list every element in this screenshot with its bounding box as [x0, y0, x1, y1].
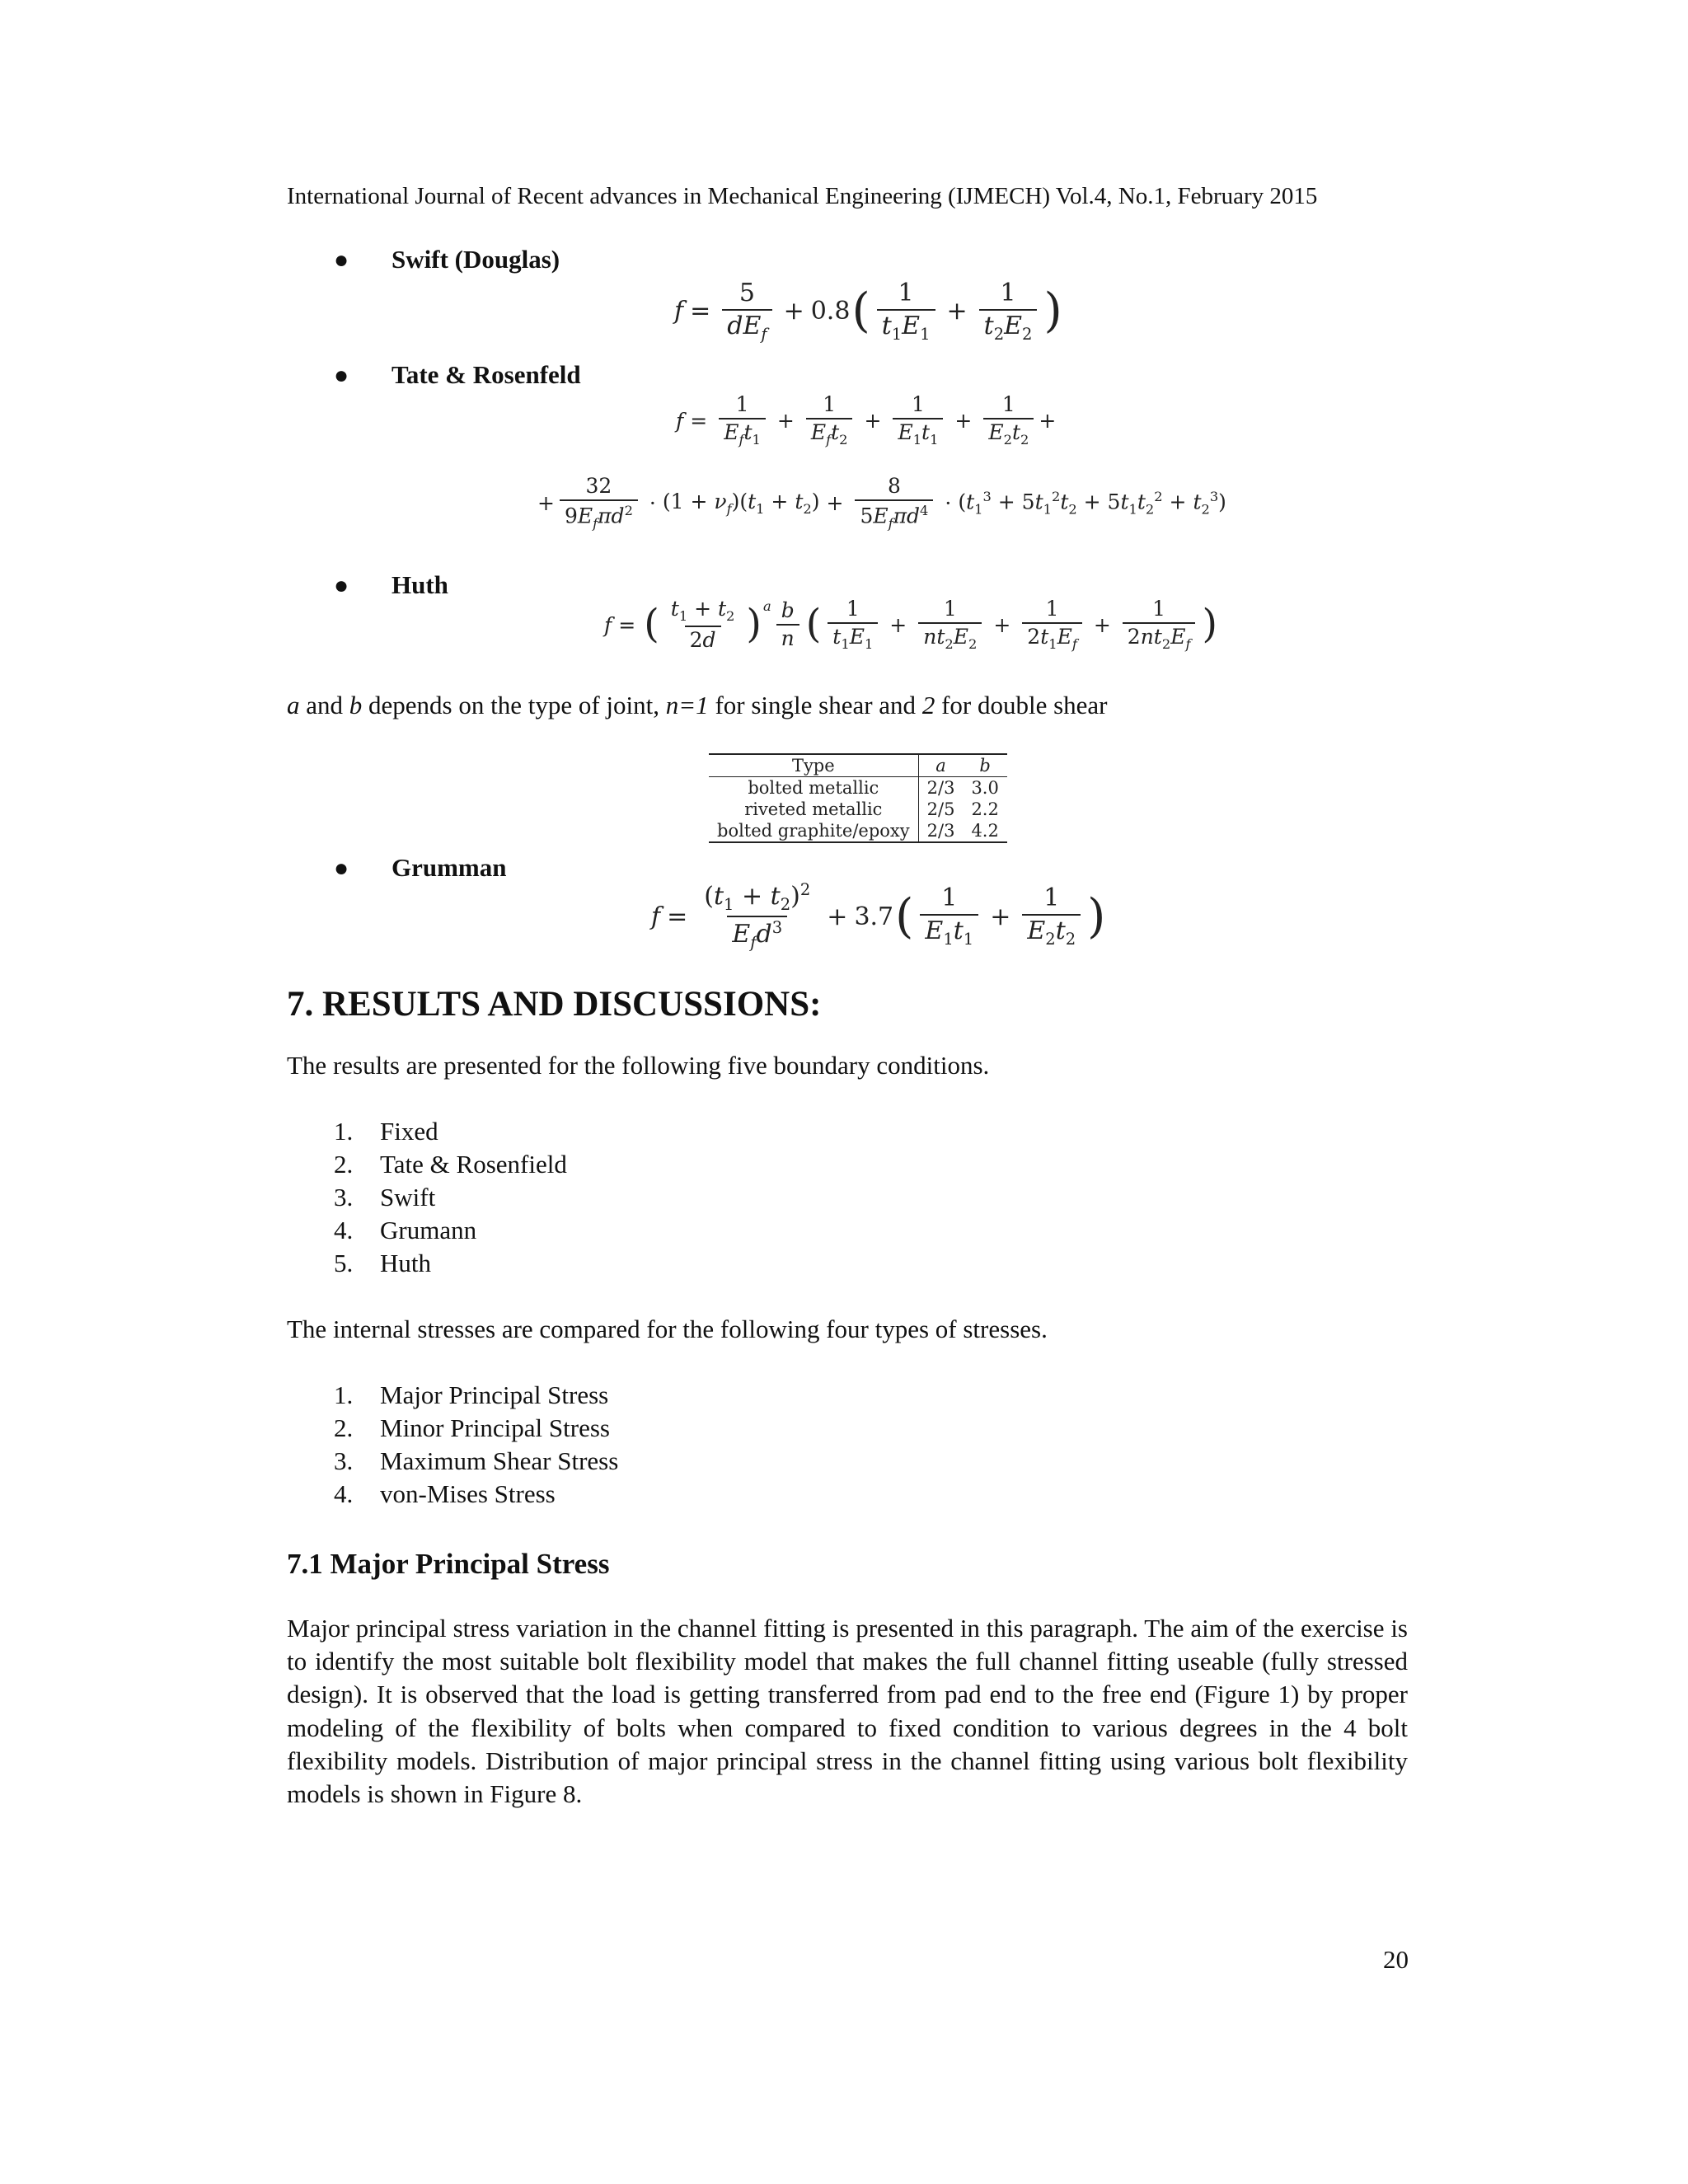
journal-header: International Journal of Recent advances in Mechanical Engineering (IJMECH) Vol.4, No.1, February 2015 [287, 183, 1318, 209]
list-item [334, 1216, 567, 1249]
table-cell-a: 2/5 [926, 799, 955, 819]
list-item [334, 1183, 567, 1216]
model-name-tate: Tate & Rosenfeld [392, 360, 581, 389]
table-cell-b: 3.0 [971, 778, 999, 798]
list-label: Swift [380, 1183, 436, 1212]
equation-grumman: f = $\frac{(t_1 + t_2)^2}{E_fd^3}$ + 3.7 ( $\frac{1}{E_1t_1}$ + $\frac{1}{E_2t_2}$ ) [651, 880, 1106, 953]
note-n-equals: n=1 [665, 691, 709, 719]
list-label: Major Principal Stress [380, 1380, 609, 1409]
parameter-table [709, 753, 1007, 843]
bullet-item-tate [334, 360, 581, 390]
bullet-item-swift [334, 245, 560, 274]
list-item [334, 1380, 618, 1413]
table-row [709, 799, 1007, 820]
table-header-a: a [935, 756, 946, 776]
table-cell-b: 4.2 [971, 821, 999, 841]
bullet-icon: ● [334, 362, 349, 389]
list-number: 5. [334, 1249, 354, 1277]
list-number: 4. [334, 1216, 354, 1244]
note-var-b: b [349, 691, 363, 719]
list-number: 2. [334, 1413, 354, 1442]
list-number: 3. [334, 1183, 354, 1212]
note-var-a: a [287, 691, 300, 719]
note-text-mid: depends on the type of joint, [362, 691, 666, 719]
bullet-icon: ● [334, 572, 349, 599]
table-cell-type: riveted metallic [709, 799, 918, 820]
bullet-icon: ● [334, 246, 349, 274]
list-label: Huth [380, 1249, 431, 1277]
list-item [334, 1249, 567, 1282]
stress-types-list [334, 1380, 618, 1512]
model-name-grumman: Grumman [392, 853, 507, 882]
list-item [334, 1479, 618, 1512]
equation-huth: f = ( $\frac{t_1 + t_2}{2d}$ ) $^a$ $\frac{b}{n}$ ( $\frac{1}{t_1E_1}$ + $\frac{1}{nt_2E_2}$ + $\frac{1}{2t_1E_f}$ + $\frac{1}{2nt_2E_f}$ ) [604, 597, 1218, 653]
table-row [709, 777, 1007, 799]
model-name-swift: Swift (Douglas) [392, 245, 560, 274]
list-number: 1. [334, 1117, 354, 1146]
table-cell-type: bolted graphite/epoxy [709, 820, 918, 842]
equation-tate-line1: f = $\frac{1}{E_ft_1}$ + $\frac{1}{E_ft_2}$ + $\frac{1}{E_1t_1}$ + $\frac{1}{E_2t_2}$ + [676, 392, 1057, 448]
list-item [334, 1150, 567, 1183]
equation-tate-line2: + $\frac{32}{9E_f\pi d^2}$ · $(1 + \nu_f)(t_1 + t_2)$ + $\frac{8}{5E_f\pi d^4}$ · $(t_1^3 + 5t_1^2t_2 + 5t_1t_2^2 + t_2^3)$ [537, 474, 1226, 532]
list-label: von-Mises Stress [380, 1479, 556, 1508]
list-item [334, 1446, 618, 1479]
body-paragraph: Major principal stress variation in the channel fitting is presented in this paragraph. The aim of the exercise is to identify the most suitable bolt flexibility model that makes the full channel fitting useable (fully stressed design). It is observed that the load is getting transferred from pad end to the free end (Figure 1) by proper modeling of the flexibility of bolts when compared to fixed condition to various degrees in the 4 bolt flexibility models. Distribution of major principal stress in the channel fitting using various bolt flexibility models is shown in Figure 8. [287, 1614, 1408, 1809]
list-label: Fixed [380, 1117, 438, 1146]
table-cell-a: 2/3 [926, 778, 955, 798]
table-row [709, 820, 1007, 842]
list-item [334, 1117, 567, 1150]
table-header-row [709, 754, 1007, 777]
list-number: 4. [334, 1479, 354, 1508]
huth-parameter-table [709, 753, 1007, 843]
list-label: Grumann [380, 1216, 477, 1244]
boundary-conditions-list [334, 1117, 567, 1282]
table-header-b: b [979, 756, 991, 776]
note-text-single: for single shear and [708, 691, 922, 719]
equation-swift: f = $\frac{5}{dE_f}$ + 0.8 ( $\frac{1}{t_1E_1}$ + $\frac{1}{t_2E_2}$ ) [674, 279, 1062, 344]
note-text-double: for double shear [935, 691, 1108, 719]
list-label: Tate & Rosenfield [380, 1150, 567, 1179]
table-cell-type: bolted metallic [709, 777, 918, 799]
section-title: 7. RESULTS AND DISCUSSIONS: [287, 985, 822, 1024]
list-number: 1. [334, 1380, 354, 1409]
page-number: 20 [1383, 1945, 1409, 1974]
list-item [334, 1413, 618, 1446]
table-cell-b: 2.2 [971, 799, 999, 819]
table-cell-a: 2/3 [926, 821, 955, 841]
note-two: 2 [921, 691, 935, 719]
list-number: 3. [334, 1446, 354, 1475]
subsection-title: 7.1 Major Principal Stress [287, 1548, 610, 1580]
huth-note [287, 691, 1108, 720]
stresses-intro: The internal stresses are compared for the following four types of stresses. [287, 1315, 1048, 1343]
bullet-icon: ● [334, 855, 349, 882]
list-label: Maximum Shear Stress [380, 1446, 619, 1475]
list-number: 2. [334, 1150, 354, 1179]
note-text-and: and [299, 691, 349, 719]
list-label: Minor Principal Stress [380, 1413, 610, 1442]
model-name-huth: Huth [392, 570, 448, 599]
table-header-type: Type [709, 754, 918, 777]
bullet-item-grumman [334, 853, 507, 883]
boundary-conditions-intro: The results are presented for the following five boundary conditions. [287, 1051, 990, 1080]
bullet-item-huth [334, 570, 448, 600]
